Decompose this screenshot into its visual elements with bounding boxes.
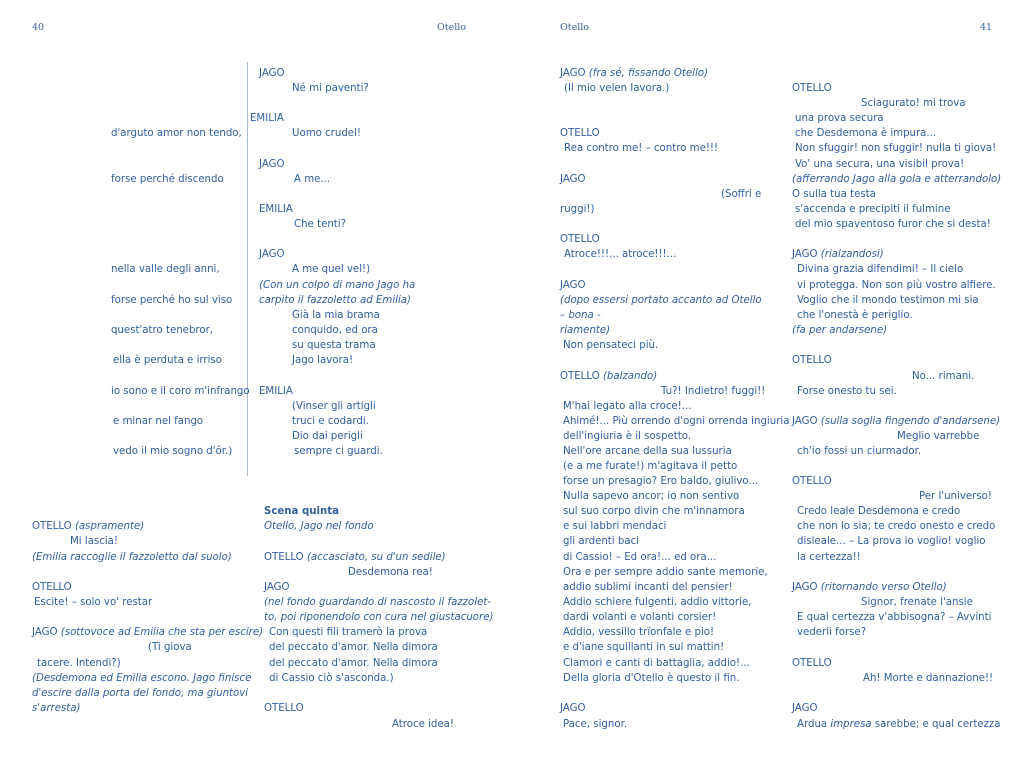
dialogue-line: Meglio varrebbe xyxy=(897,431,980,442)
dialogue-line: Atroce!!!... atroce!!!... xyxy=(564,249,677,260)
dialogue-line: disleale... – La prova io voglio! voglio xyxy=(797,536,986,547)
dialogue-line: Non pensateci più. xyxy=(563,340,659,351)
speaker-name: EMILIA xyxy=(259,204,293,215)
dialogue-line: la certezza!! xyxy=(797,552,861,563)
speaker-line xyxy=(32,520,144,534)
dialogue-line: su questa trama xyxy=(292,340,376,351)
stage-direction: carpito il fazzoletto ad Emilia) xyxy=(259,295,412,306)
dialogue-line: dell'ingiuria è il sospetto. xyxy=(563,431,692,442)
speaker-name: OTELLO xyxy=(792,355,832,366)
stage-direction: (dopo essersi portato accanto ad Otello xyxy=(560,295,762,306)
dialogue-line: (e a me furate!) m'agitava il petto xyxy=(563,461,738,472)
speaker-name: JAGO xyxy=(792,249,818,260)
speaker-name: OTELLO xyxy=(264,552,304,563)
dialogue-line: Uomo crudel! xyxy=(292,128,361,139)
speaker-name: OTELLO xyxy=(792,658,832,669)
speaker-name: JAGO xyxy=(32,627,58,638)
speaker-name: JAGO xyxy=(792,416,818,427)
speaker-line xyxy=(792,415,1000,429)
speaker-name: EMILIA xyxy=(250,113,284,124)
text-segment: Ardua xyxy=(797,719,831,730)
dialogue-line: No... rimani. xyxy=(912,371,975,382)
dialogue-line: che l'onestà è periglio. xyxy=(797,310,913,321)
dialogue-line: Vo' una secura, una visibil prova! xyxy=(795,159,965,170)
dialogue-line: (Vinser gli artigli xyxy=(292,401,376,412)
dialogue-line: gli ardenti baci xyxy=(563,536,640,547)
dialogue-line: che Desdemona è impura... xyxy=(795,128,937,139)
dialogue-line: Ah! Morte e dannazione!! xyxy=(863,673,994,684)
speaker-name: OTELLO xyxy=(792,476,832,487)
stage-direction: (nel fondo guardando di nascosto il fazzolet- xyxy=(264,597,492,608)
speaker-name: JAGO xyxy=(259,159,285,170)
right-running-title: Otello xyxy=(560,22,590,33)
dialogue-line: Rea contro me! – contro me!!! xyxy=(564,143,719,154)
speaker-name: OTELLO xyxy=(560,371,600,382)
speaker-direction: (rialzandosi) xyxy=(820,249,884,260)
verse-line: forse perché ho sul viso xyxy=(111,295,233,306)
speaker-direction: (aspramente) xyxy=(74,521,145,532)
stage-direction: – bona - xyxy=(560,310,601,321)
dialogue-line: Clamori e canti di battaglia, addio!... xyxy=(563,658,750,669)
verse-line: e minar nel fango xyxy=(113,416,204,427)
dialogue-line: Nulla sapevo ancor; io non sentivo xyxy=(563,491,740,502)
speaker-direction: (ritornando verso Otello) xyxy=(820,582,947,593)
left-running-title: Otello xyxy=(437,22,467,33)
dialogue-line: che non lo sia; te credo onesto e credo xyxy=(797,521,996,532)
verse-line: nella valle degli anni, xyxy=(111,264,220,275)
dialogue-line: Voglio che il mondo testimon mi sia xyxy=(797,295,979,306)
dialogue-line: Nell'ore arcane della sua lussuria xyxy=(563,446,732,457)
dialogue-line: Mi lascia! xyxy=(70,536,118,547)
dialogue-line: Per l'universo! xyxy=(919,491,992,502)
dialogue-line: Signor, frenate l'ansie xyxy=(861,597,973,608)
dialogue-line: Addio, vessillo trïonfale e pio! xyxy=(563,627,715,638)
verse-line: forse perché discendo xyxy=(111,174,224,185)
dialogue-line: di Cassio! – Ed ora!... ed ora... xyxy=(563,552,717,563)
scene-title: Scena quinta xyxy=(264,506,339,517)
left-page-number: 40 xyxy=(32,22,45,33)
dialogue-line: Che tenti? xyxy=(294,219,347,230)
dialogue-line: addio sublimi incanti del pensier! xyxy=(563,582,733,593)
stage-direction: (afferrando Jago alla gola e atterrandolo) xyxy=(792,174,1002,185)
speaker-name: JAGO xyxy=(259,68,285,79)
dialogue-line: Della gloria d'Otello è questo il fin. xyxy=(563,673,740,684)
speaker-name: OTELLO xyxy=(560,234,600,245)
dialogue-line: Desdemona rea! xyxy=(348,567,433,578)
dialogue-line: Non sfuggir! non sfuggir! nulla ti giova! xyxy=(795,143,997,154)
speaker-name: JAGO xyxy=(792,582,818,593)
speaker-line xyxy=(264,551,446,565)
stage-direction: to, poi riponendolo con cura nel giustacuore) xyxy=(264,612,494,623)
dialogue-line: Forse onesto tu sei. xyxy=(797,386,897,397)
speaker-line xyxy=(32,626,263,640)
speaker-name: JAGO xyxy=(560,703,586,714)
speaker-name: OTELLO xyxy=(264,703,304,714)
dialogue-line: Dio dai perigli xyxy=(292,431,363,442)
speaker-name: OTELLO xyxy=(560,128,600,139)
speaker-name: JAGO xyxy=(560,280,586,291)
dialogue-line: sul suo corpo divin che m'innamora xyxy=(563,506,745,517)
dialogue-line: vederli forse? xyxy=(797,627,867,638)
dialogue-line: una prova secura xyxy=(795,113,884,124)
speaker-direction: (fra sé, fissando Otello) xyxy=(588,68,709,79)
speaker-name: EMILIA xyxy=(259,386,293,397)
dialogue-line: tacere. Intendi?) xyxy=(37,658,121,669)
text-segment: sarebbe; e qual certezza xyxy=(871,719,1001,730)
speaker-name: OTELLO xyxy=(32,521,72,532)
dialogue-line: s'accenda e precipiti il fulmine xyxy=(795,204,951,215)
dialogue-line: Escite! – solo vo' restar xyxy=(34,597,153,608)
speaker-direction: (sulla soglia fingendo d'andarsene) xyxy=(820,416,1001,427)
dialogue-line: (Ti giova xyxy=(148,642,192,653)
dialogue-line xyxy=(797,718,1001,732)
speaker-name: JAGO xyxy=(264,582,290,593)
speaker-name: OTELLO xyxy=(32,582,72,593)
dialogue-line: ch'io fossi un ciurmador. xyxy=(797,446,922,457)
dialogue-line: del peccato d'amor. Nella dimora xyxy=(269,658,438,669)
dialogue-line: conquido, ed ora xyxy=(292,325,378,336)
column-divider xyxy=(247,62,248,476)
speaker-name: OTELLO xyxy=(792,83,832,94)
dialogue-line: Atroce idea! xyxy=(392,719,454,730)
speaker-name: JAGO xyxy=(259,249,285,260)
verse-line: d'arguto amor non tendo, xyxy=(111,128,242,139)
dialogue-line: Divina grazia difendimi! – Il cielo xyxy=(797,264,964,275)
stage-direction: (fa per andarsene) xyxy=(792,325,888,336)
speaker-direction: (balzando) xyxy=(602,371,658,382)
right-page-number: 41 xyxy=(980,22,993,33)
dialogue-line: Tu?! Indietro! fuggi!! xyxy=(661,386,766,397)
verse-line: ella è perduta e irriso xyxy=(113,355,222,366)
speaker-name: JAGO xyxy=(560,174,586,185)
dialogue-line: (Soffri e xyxy=(721,189,762,200)
verse-line: quest'atro tenebror, xyxy=(111,325,214,336)
dialogue-line: Ahimé!... Più orrendo d'ogni orrenda ingiuria xyxy=(563,416,790,427)
dialogue-line: Sciagurato! mi trova xyxy=(861,98,966,109)
speaker-line xyxy=(560,67,708,81)
dialogue-line: (Il mio velen lavora.) xyxy=(564,83,670,94)
speaker-direction: (sottovoce ad Emilia che sta per escire) xyxy=(60,627,264,638)
speaker-direction: (accasciato, su d'un sedile) xyxy=(306,552,446,563)
dialogue-line: Addio schiere fulgenti, addio vittorie, xyxy=(563,597,752,608)
dialogue-line: Pace, signor. xyxy=(563,719,628,730)
stage-direction: (Con un colpo di mano Jago ha xyxy=(259,280,416,291)
speaker-name: JAGO xyxy=(792,703,818,714)
stage-direction: s'arresta) xyxy=(32,703,81,714)
dialogue-line: ruggi!) xyxy=(560,204,595,215)
dialogue-line: Con questi fili tramerò la prova xyxy=(269,627,428,638)
scene-subtitle: Otello, Jago nel fondo xyxy=(264,521,374,532)
dialogue-line: truci e codardi. xyxy=(292,416,369,427)
stage-direction: (Desdemona ed Emilia escono. Jago finisce xyxy=(32,673,252,684)
dialogue-line: sempre ci guardi. xyxy=(294,446,383,457)
dialogue-line: forse un presagio? Ero baldo, giulivo... xyxy=(563,476,759,487)
dialogue-line: vi protegga. Non son più vostro alfiere. xyxy=(797,280,996,291)
dialogue-line: del peccato d'amor. Nella dimora xyxy=(269,642,438,653)
stage-direction: d'escire dalla porta del fondo, ma giuntovi xyxy=(32,688,249,699)
dialogue-line: e d'iane squillanti in sul mattin! xyxy=(563,642,725,653)
verse-line: io sono e il coro m'infrango xyxy=(111,386,250,397)
emphasis-text: impresa xyxy=(830,719,872,730)
dialogue-line: Credo leale Desdemona e credo xyxy=(797,506,961,517)
dialogue-line: Già la mia brama xyxy=(292,310,380,321)
dialogue-line: A me quel vel!) xyxy=(292,264,371,275)
dialogue-line: O sulla tua testa xyxy=(792,189,876,200)
dialogue-line: Né mi paventi? xyxy=(292,83,369,94)
verse-line: vedo il mio sogno d'ŏr.) xyxy=(113,446,233,457)
speaker-name: JAGO xyxy=(560,68,586,79)
dialogue-line: Jago lavora! xyxy=(292,355,354,366)
dialogue-line: di Cassio ciò s'asconda.) xyxy=(269,673,394,684)
dialogue-line: Ora e per sempre addio sante memorie, xyxy=(563,567,768,578)
dialogue-line: E qual certezza v'abbisogna? – Avvinti xyxy=(797,612,992,623)
dialogue-line: del mio spaventoso furor che si desta! xyxy=(795,219,991,230)
dialogue-line: M'hai legato alla croce!... xyxy=(563,401,692,412)
dialogue-line: e sui labbri mendaci xyxy=(563,521,667,532)
speaker-line xyxy=(792,248,884,262)
speaker-line xyxy=(560,370,657,384)
stage-direction: (Emilia raccoglie il fazzoletto dal suolo) xyxy=(32,552,232,563)
dialogue-line: A me... xyxy=(294,174,331,185)
speaker-line xyxy=(792,581,947,595)
stage-direction: riamente) xyxy=(560,325,611,336)
dialogue-line: dardi volanti e volanti corsier! xyxy=(563,612,717,623)
